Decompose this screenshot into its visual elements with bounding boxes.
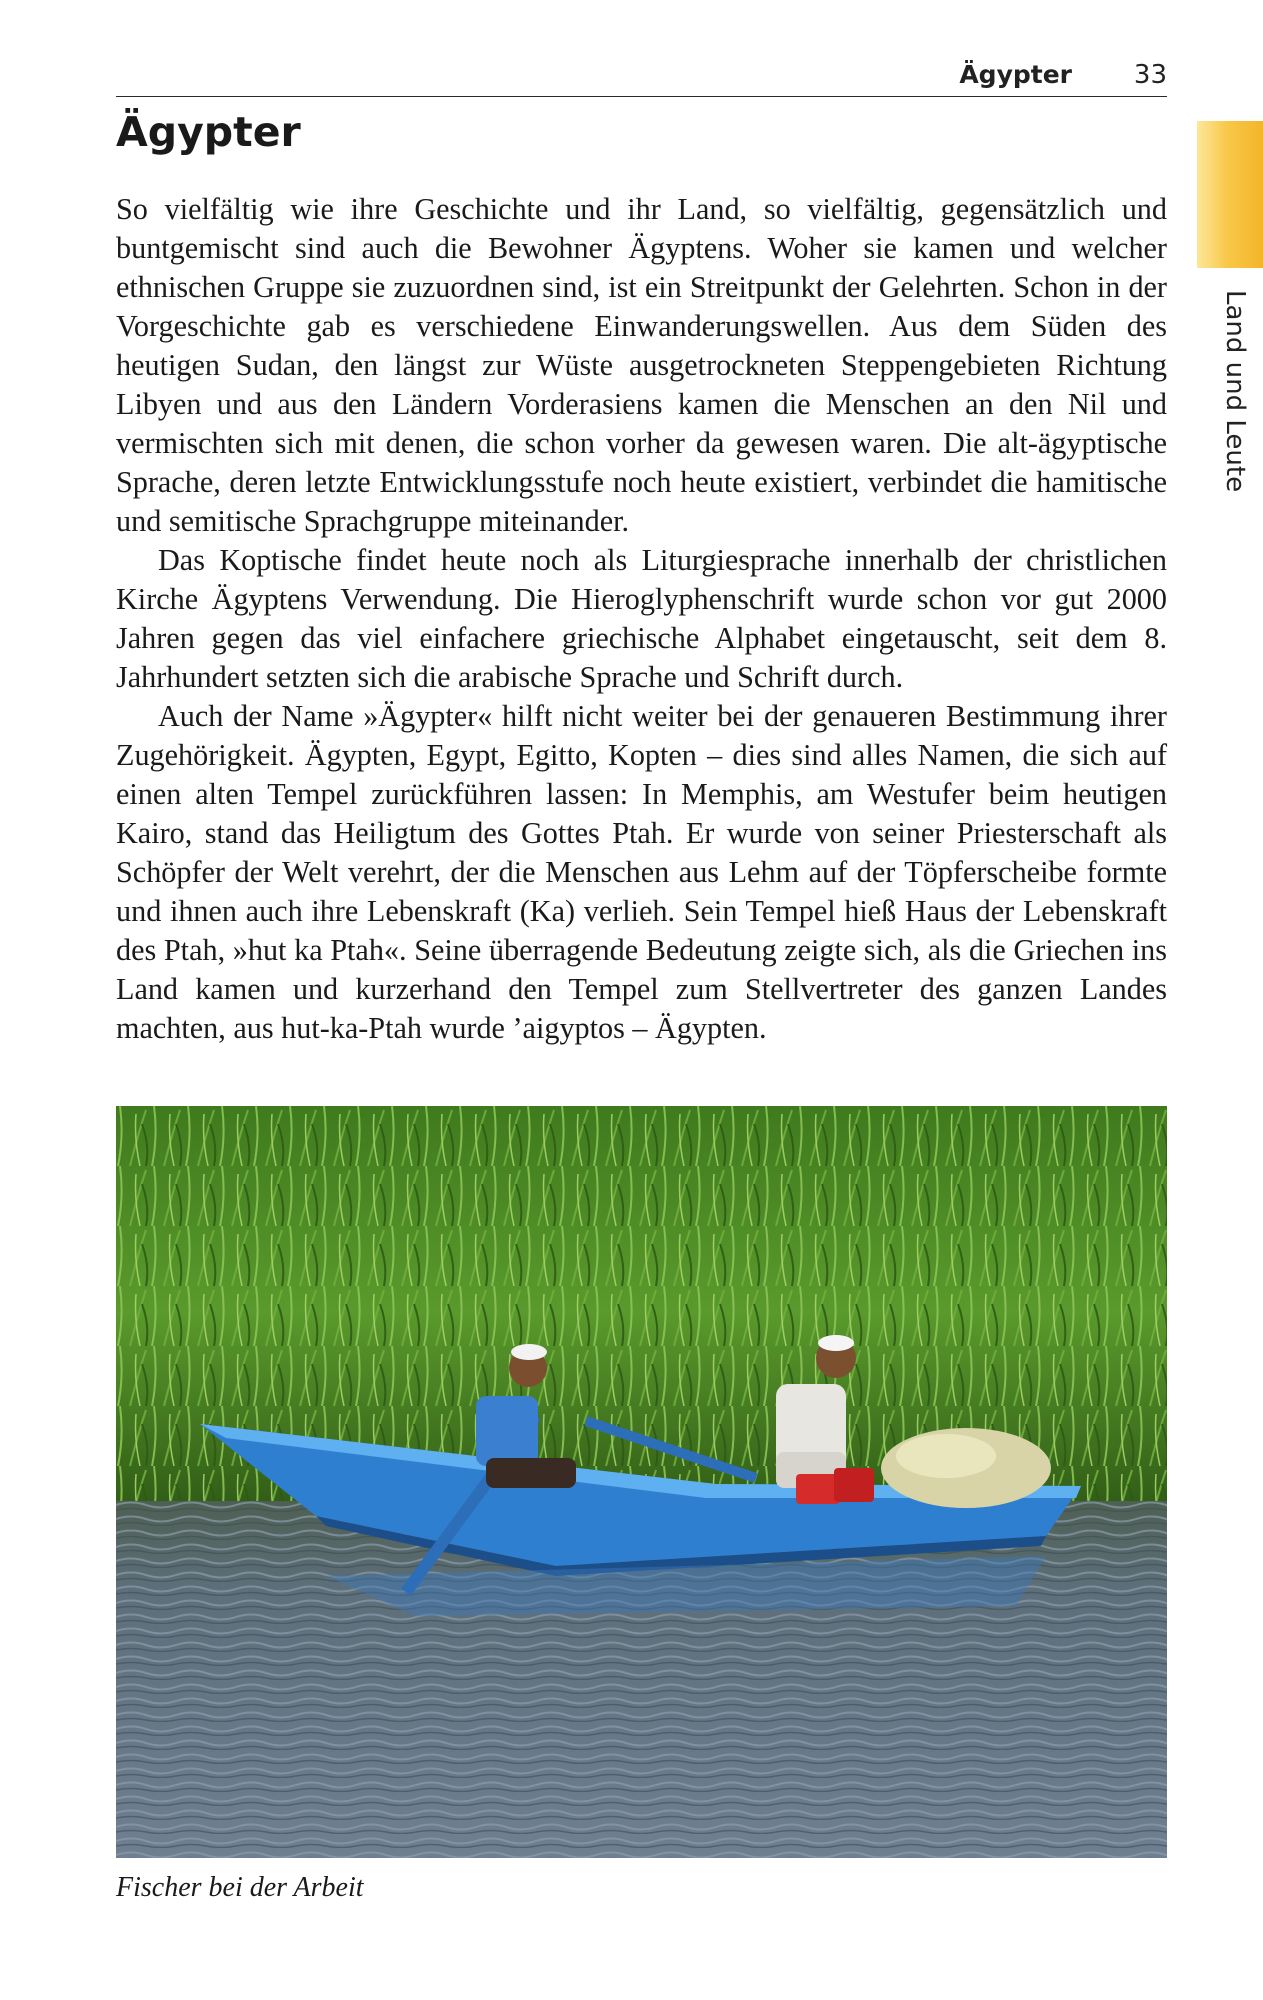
fishermen-photo [116, 1106, 1167, 1858]
chapter-title: Ägypter [116, 108, 301, 156]
header-section-title: Ägypter [959, 60, 1072, 89]
chapter-tab-label: Land und Leute [1220, 290, 1250, 493]
page-number: 33 [1133, 60, 1167, 90]
figure-caption: Fischer bei der Arbeit [116, 1872, 364, 1903]
running-header [116, 58, 1167, 97]
paragraph: Das Koptische findet heute noch als Liturgiesprache innerhalb der christlichen Kirche Ägyptens Verwendung. Die Hieroglyphenschrift wurde schon vor gut 2000 Jahren gegen das viel einfachere griechische Alphabet eingetauscht, seit dem 8. Jahrhundert setzten sich die arabische Sprache und Schrift durch. [116, 543, 1167, 694]
paragraph: Auch der Name »Ägypter« hilft nicht weiter bei der genaueren Bestimmung ihrer Zugehörigkeit. Ägypten, Egypt, Egitto, Kopten – dies sind alles Namen, die sich auf einen alten Tempel zurückführen lassen: In Memphis, am Westufer beim heutigen Kairo, stand das Heiligtum des Gottes Ptah. Er wurde von seiner Priesterschaft als Schöpfer der Welt verehrt, der die Menschen aus Lehm auf der Töpferscheibe formte und ihnen auch ihre Lebenskraft (Ka) verlieh. Sein Tempel hieß Haus der Lebenskraft des Ptah, »hut ka Ptah«. Seine überragende Bedeutung zeigte sich, als die Griechen ins Land kamen und kurzerhand den Tempel zum Stellvertreter des ganzen Landes machten, aus hut-ka-Ptah wurde ’aigyptos – Ägypten. [116, 699, 1167, 1045]
chapter-color-tab [1197, 121, 1263, 268]
body-text [116, 190, 1167, 1048]
paragraph: So vielfältig wie ihre Geschichte und ihr Land, so vielfältig, gegensätzlich und buntgemischt sind auch die Bewohner Ägyptens. Woher sie kamen und welcher ethnischen Gruppe sie zuzuordnen sind, ist ein Streitpunkt der Gelehrten. Schon in der Vorgeschichte gab es verschiedene Einwanderungswellen. Aus dem Süden des heutigen Sudan, den längst zur Wüste ausgetrockneten Steppengebieten Richtung Libyen und aus den Ländern Vorderasiens kamen die Menschen an den Nil und vermischten sich mit denen, die schon vorher da gewesen waren. Die alt-ägyptische Sprache, deren letzte Entwicklungsstufe noch heute existiert, verbindet die hamitische und semitische Sprachgruppe miteinander. [116, 192, 1167, 538]
